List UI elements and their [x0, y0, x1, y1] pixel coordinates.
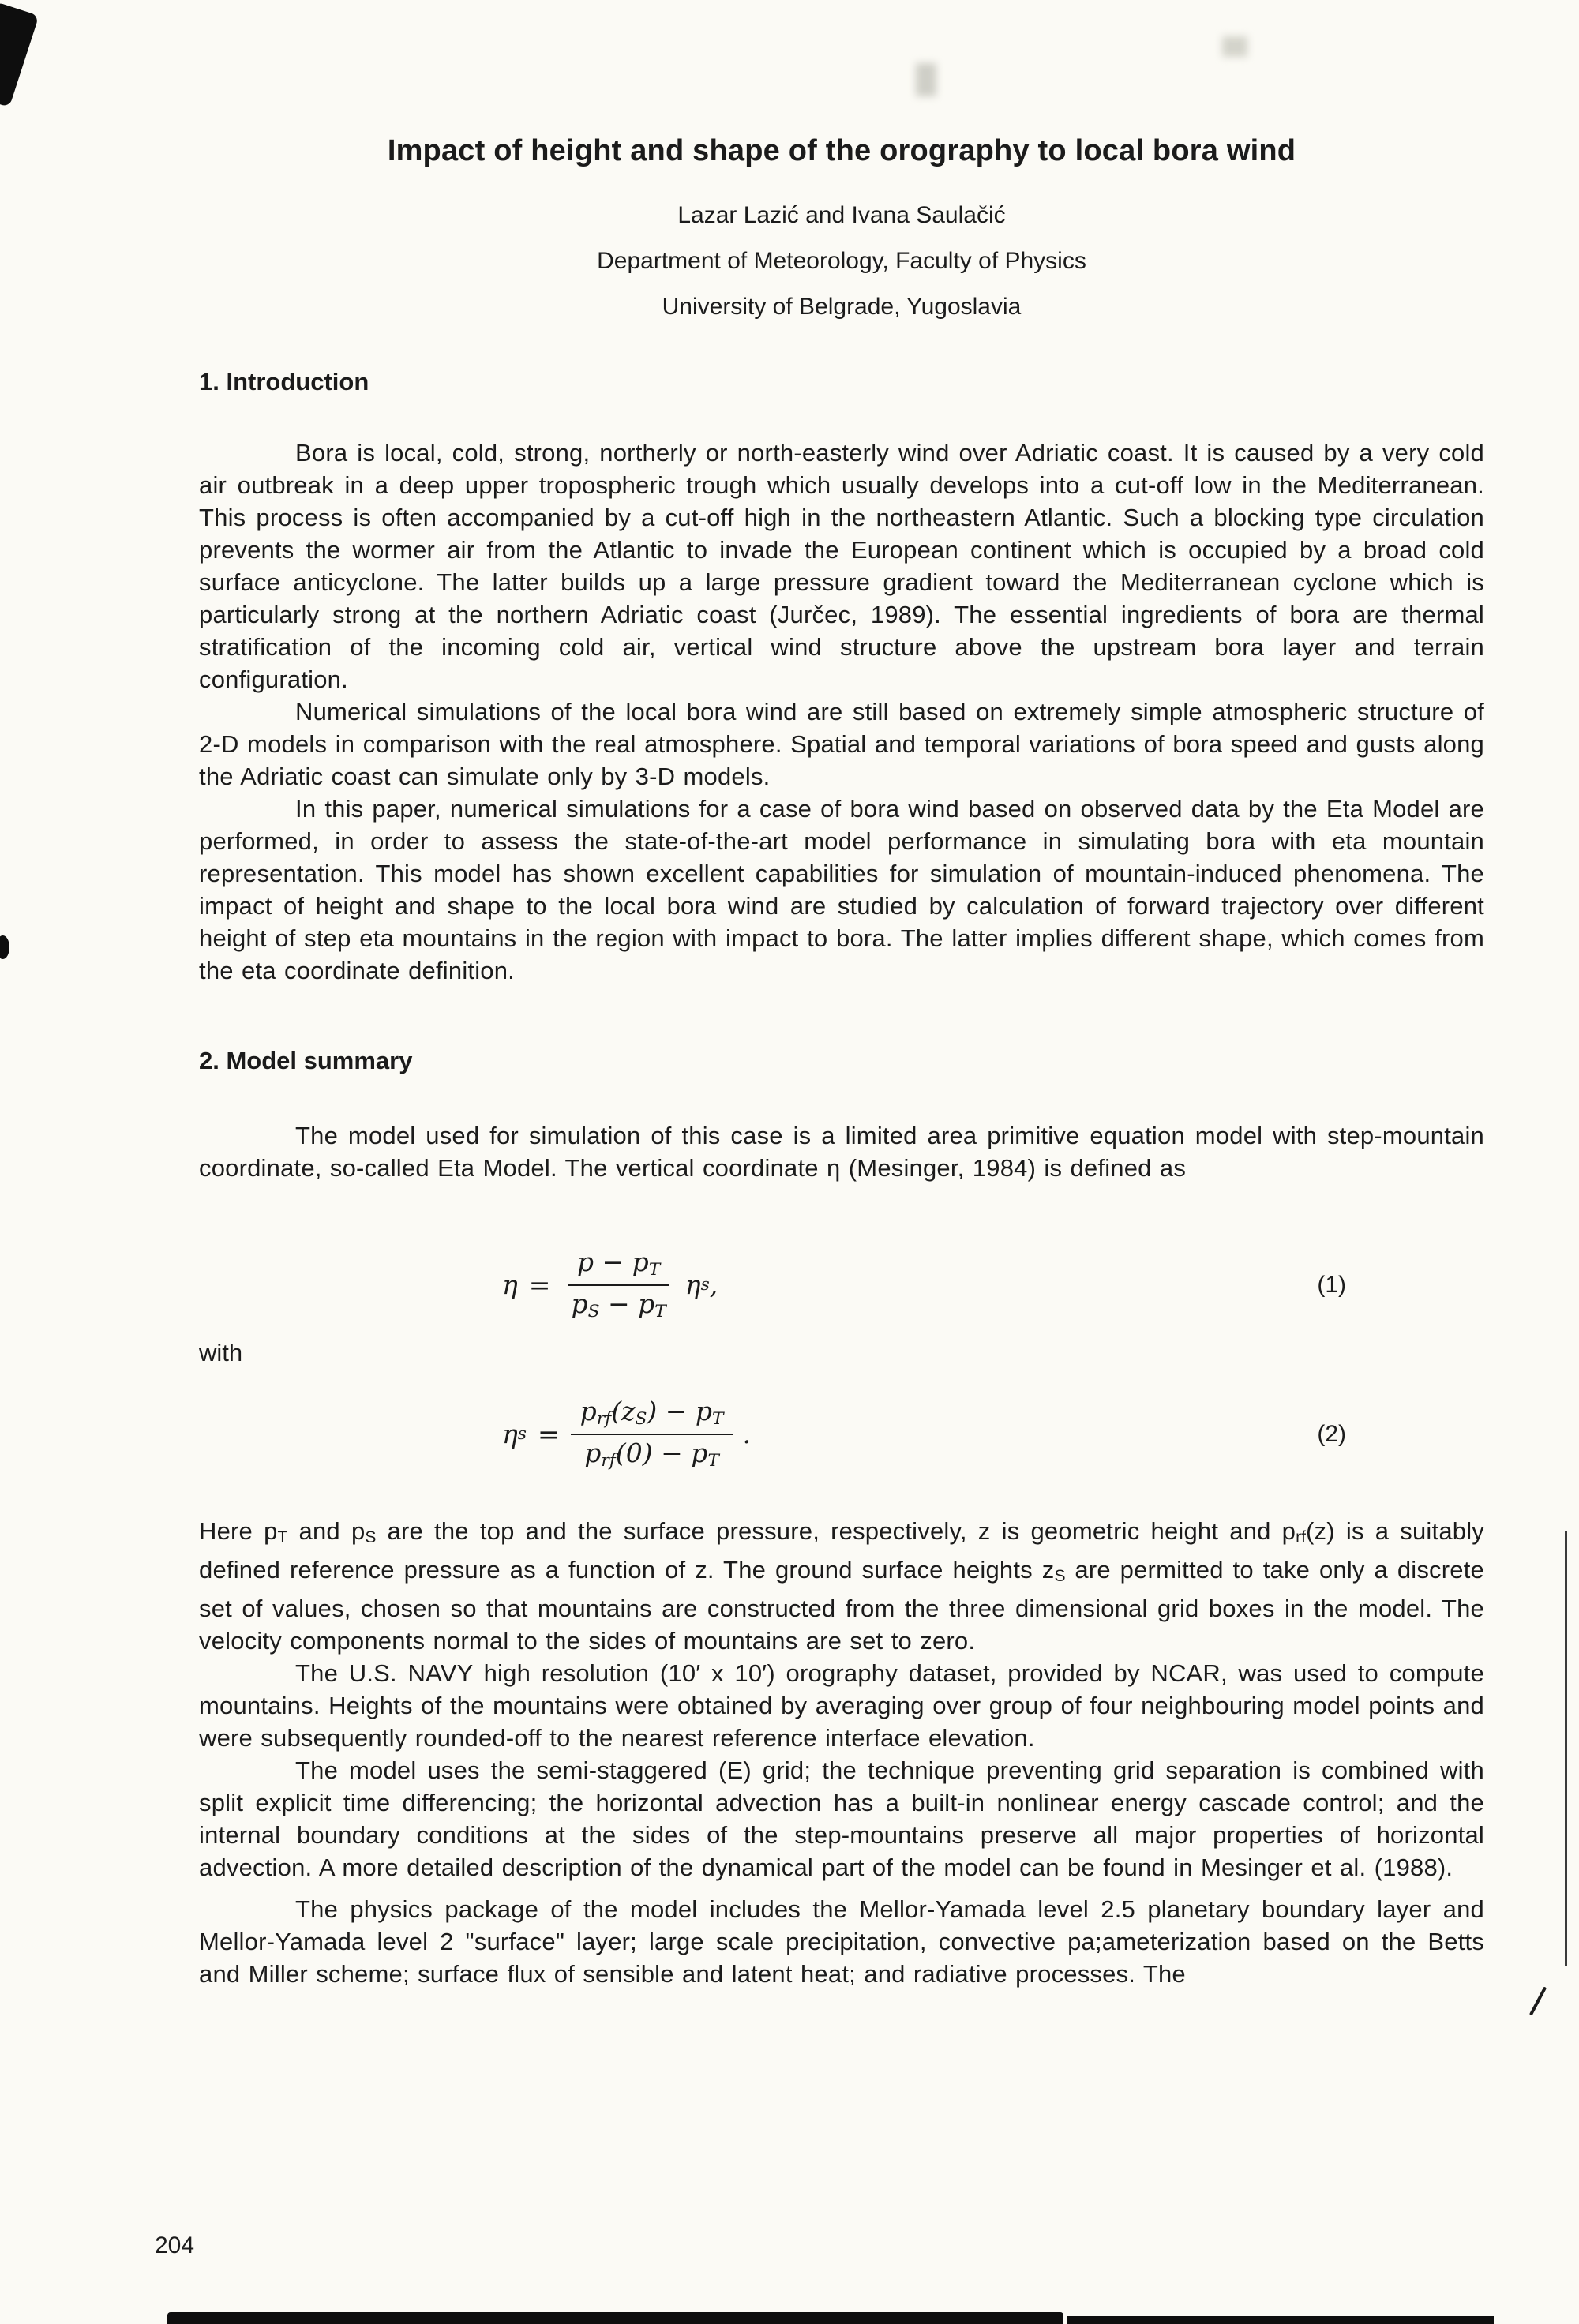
paragraph-model-5: The physics package of the model includes the Mellor-Yamada level 2.5 planetary boundary layer and Mellor-Yamada level 2 "surface" layer; large scale precipitation, convective pa;ameterization based on the Betts and Miller scheme; surface flux of sensible and latent heat; and radiative processes. The	[199, 1895, 1484, 1988]
paragraph-model-4: The model uses the semi-staggered (E) grid; the technique preventing grid separation is combined with split explicit time differencing; the horizontal advection has a built-in nonlinear energy cascade control; and the internal boundary conditions at the sides of the step-mountains preserve all major properties of horizontal advection. A more detailed description of the dynamical part of the model can be found in Mesinger et al. (1988).	[199, 1756, 1484, 1881]
paragraph-model-1: The model used for simulation of this case is a limited area primitive equation model with step-mountain coordinate, so-called Eta Model. The vertical coordinate η (Mesinger, 1984) is defined as	[199, 1122, 1484, 1182]
byline-block	[199, 193, 1484, 330]
equation-2	[199, 1389, 1484, 1479]
fraction: $\frac{\text{prf(zS) − pT}}{\text{prf(0) − pT}}$	[571, 1397, 733, 1470]
scan-artifact-bottom-band-left	[167, 2312, 1063, 2324]
equation-1	[199, 1239, 1484, 1330]
paragraph-intro-2: Numerical simulations of the local bora wind are still based on extremely simple atmospheric structure of 2-D models in comparison with the real atmosphere. Spatial and temporal variations of bora speed and gusts along the Adriatic coast can simulate only by 3-D models.	[199, 698, 1484, 790]
scan-artifact-smudge-2	[1222, 36, 1247, 57]
scan-artifact-smudge-1	[916, 63, 936, 96]
paragraph-intro-1: Bora is local, cold, strong, northerly or north-easterly wind over Adriatic coast. It is caused by a very cold air outbreak in a deep upper tropospheric trough which usually develops into a cut-off low in the Mediterranean. This process is often accompanied by a cut-off high in the northeastern Atlantic. Such a blocking type circulation prevents the wormer air from the Atlantic to invade the European continent which is occupied by a broad cold surface anticyclone. The latter builds up a large pressure gradient toward the Mediterranean cyclone which is particularly strong at the northern Adriatic coast (Jurčec, 1989). The essential ingredients of bora are thermal stratification of the incoming cold air, vertical wind structure above the upstream bora layer and terrain configuration.	[199, 439, 1484, 693]
with-connector: with	[199, 1339, 243, 1366]
scan-artifact-left-edge-speck	[0, 935, 9, 959]
affiliation-university: University of Belgrade, Yugoslavia	[662, 294, 1022, 320]
equation-2-body: η s = $\frac{\text{prf(zS) − pT}}{\text{prf(0) − pT}}$ .	[502, 1396, 752, 1471]
scan-artifact-right-edge-line	[1565, 1531, 1567, 1966]
scan-artifact-pen-mark	[1529, 1986, 1547, 2015]
authors-line: Lazar Lazić and Ivana Saulačić	[677, 202, 1006, 228]
affiliation-department: Department of Meteorology, Faculty of Physics	[597, 248, 1086, 274]
paper-title: Impact of height and shape of the orography to local bora wind	[387, 134, 1296, 167]
equation-2-number: (2)	[1317, 1420, 1346, 1447]
section-heading-introduction: 1. Introduction	[199, 368, 369, 395]
paragraph-model-3: The U.S. NAVY high resolution (10′ x 10′) orography dataset, provided by NCAR, was used to compute mountains. Heights of the mountains were obtained by averaging over group of four neighbouring model points and were subsequently rounded-off to the nearest reference interface elevation.	[199, 1659, 1484, 1752]
scan-artifact-bottom-band-right	[1067, 2316, 1494, 2324]
scan-artifact-top-left-corner	[0, 2, 39, 107]
page-number: 204	[155, 2232, 195, 2258]
page-content	[199, 0, 1484, 1990]
paragraph-model-2: Here pT and pS are the top and the surface pressure, respectively, z is geometric height and prf(z) is a suitably defined reference pressure as a function of z. The ground surface heights zS are permitted to take only a discrete set of values, chosen so that mountains are constructed from the three dimensional grid boxes in the model. The velocity components normal to the sides of mountains are set to zero.	[199, 1517, 1484, 1655]
section-heading-model-summary: 2. Model summary	[199, 1047, 413, 1074]
equation-1-number: (1)	[1317, 1271, 1346, 1298]
equation-1-body: η = $\frac{p - pT}{pS - pT}$ η s ,	[502, 1246, 718, 1321]
fraction: $\frac{p - pT}{pS - pT}$	[561, 1248, 675, 1321]
paragraph-intro-3: In this paper, numerical simulations for a case of bora wind based on observed data by the Eta Model are performed, in order to assess the state-of-the-art model performance in simulating bora with eta mountain representation. This model has shown excellent capabilities for simulation of mountain-induced phenomena. The impact of height and shape to the local bora wind are studied by calculation of forward trajectory over different height of step eta mountains in the region with impact to bora. The latter implies different shape, which comes from the eta coordinate definition.	[199, 795, 1484, 984]
